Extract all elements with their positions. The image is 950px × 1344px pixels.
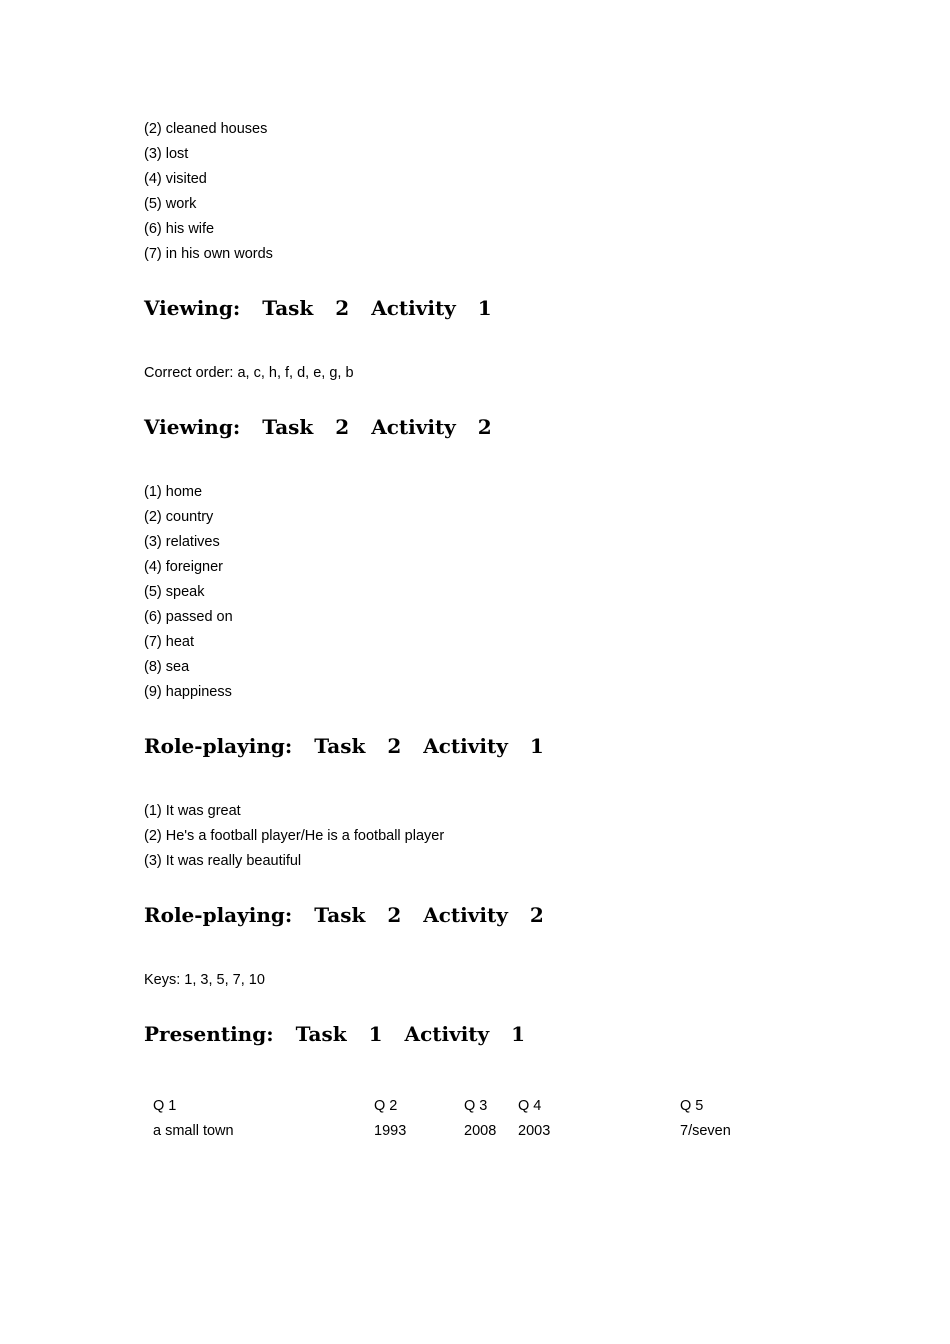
table-cell-q4: 2003 — [518, 1123, 551, 1139]
heading-word: Activity — [371, 296, 456, 320]
heading-word: Viewing: — [144, 296, 241, 320]
list-item: (4) visited — [144, 171, 207, 187]
heading-word: Viewing: — [144, 415, 241, 439]
heading-word: 2 — [387, 734, 402, 758]
list-item: (1) It was great — [144, 803, 241, 819]
table-cell-q5: 7/seven — [680, 1123, 731, 1139]
heading-word: 1 — [368, 1022, 383, 1046]
list-item: (9) happiness — [144, 684, 232, 700]
heading-word: Task — [262, 415, 314, 439]
list-item: (3) relatives — [144, 534, 220, 550]
answers-table — [144, 1094, 844, 1146]
section-heading-viewing-task2-activity2 — [144, 414, 844, 440]
answer-list-viewing-2 — [144, 480, 844, 705]
list-item: (5) work — [144, 196, 197, 212]
heading-word: Task — [295, 1022, 347, 1046]
table-header-q5: Q 5 — [680, 1098, 704, 1114]
correct-order-text: Correct order: a, c, h, f, d, e, g, b — [144, 365, 354, 381]
list-item: (3) lost — [144, 146, 189, 162]
list-item: (2) cleaned houses — [144, 121, 268, 137]
section-heading-roleplaying-task2-activity1 — [144, 733, 844, 759]
heading-word: Activity — [423, 734, 508, 758]
list-item: (7) heat — [144, 634, 194, 650]
section-heading-presenting-task1-activity1 — [144, 1021, 844, 1047]
heading-word: Task — [314, 734, 366, 758]
heading-word: Activity — [423, 903, 508, 927]
heading-word: Activity — [371, 415, 456, 439]
table-cell-q2: 1993 — [374, 1123, 407, 1139]
heading-word: Task — [314, 903, 366, 927]
list-item: (2) He's a football player/He is a football player — [144, 828, 445, 844]
heading-word: Role-playing: — [144, 734, 293, 758]
table-header-q3: Q 3 — [464, 1098, 488, 1114]
table-header-q1: Q 1 — [153, 1098, 177, 1114]
answer-key-page — [144, 117, 844, 1146]
heading-word: 2 — [335, 415, 350, 439]
heading-word: Presenting: — [144, 1022, 274, 1046]
list-item: (2) country — [144, 509, 214, 525]
heading-word: 1 — [529, 734, 544, 758]
table-header-q2: Q 2 — [374, 1098, 398, 1114]
section-heading-roleplaying-task2-activity2 — [144, 902, 844, 928]
table-cell-q3: 2008 — [464, 1123, 497, 1139]
list-item: (6) passed on — [144, 609, 233, 625]
list-item: (8) sea — [144, 659, 190, 675]
answer-list-continued — [144, 117, 844, 267]
list-item: (1) home — [144, 484, 203, 500]
heading-word: 1 — [511, 1022, 526, 1046]
table-cell-q1: a small town — [153, 1123, 234, 1139]
heading-word: 2 — [529, 903, 544, 927]
list-item: (3) It was really beautiful — [144, 853, 302, 869]
section-heading-viewing-task2-activity1 — [144, 295, 844, 321]
heading-word: Task — [262, 296, 314, 320]
list-item: (4) foreigner — [144, 559, 223, 575]
list-item: (6) his wife — [144, 221, 215, 237]
heading-word: 2 — [477, 415, 492, 439]
heading-word: Role-playing: — [144, 903, 293, 927]
heading-word: 2 — [387, 903, 402, 927]
heading-word: 2 — [335, 296, 350, 320]
heading-word: Activity — [404, 1022, 490, 1046]
list-item: (7) in his own words — [144, 246, 273, 262]
answer-list-roleplaying-1 — [144, 799, 844, 874]
table-header-q4: Q 4 — [518, 1098, 542, 1114]
keys-text: Keys: 1, 3, 5, 7, 10 — [144, 972, 265, 988]
list-item: (5) speak — [144, 584, 205, 600]
heading-word: 1 — [477, 296, 492, 320]
